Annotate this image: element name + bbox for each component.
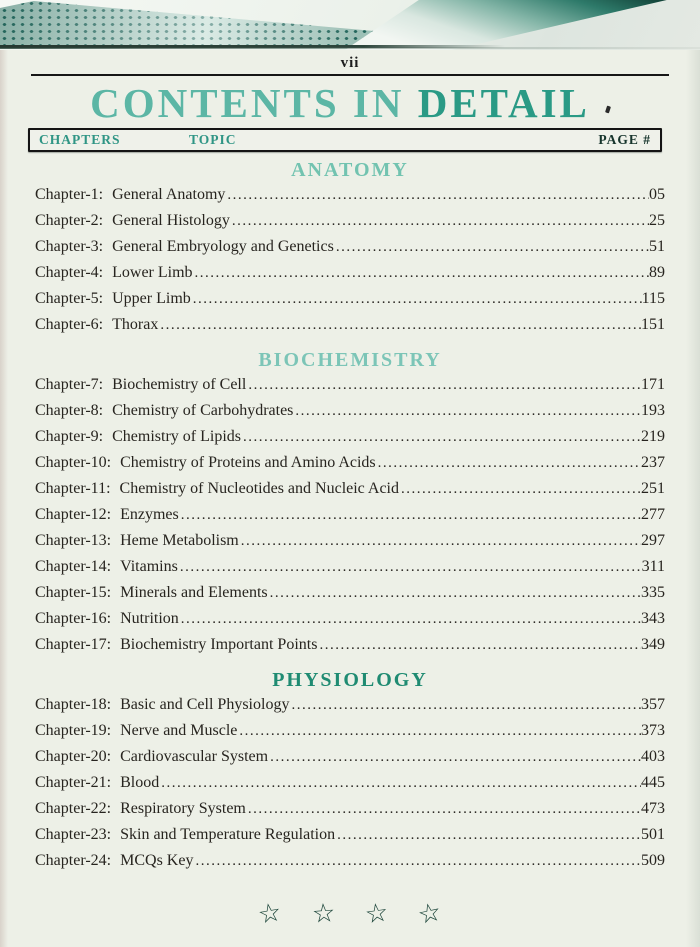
chapter-label: Chapter-23: bbox=[35, 826, 112, 843]
dot-leader bbox=[295, 402, 641, 420]
toc-body bbox=[0, 157, 700, 878]
dot-leader bbox=[181, 506, 641, 524]
topic-label: Chemistry of Carbohydrates bbox=[112, 402, 294, 419]
toc-entry bbox=[35, 376, 665, 402]
page-title-left: CONTENTS IN bbox=[90, 80, 405, 126]
topic-label: Respiratory System bbox=[120, 800, 246, 817]
topic-label: Biochemistry of Cell bbox=[112, 376, 247, 393]
star-icon: ☆ bbox=[363, 897, 391, 930]
toc-entry bbox=[35, 610, 665, 636]
toc-entry bbox=[35, 722, 665, 748]
page-number-value: 193 bbox=[641, 402, 665, 419]
dot-leader bbox=[181, 610, 641, 628]
toc-page bbox=[0, 54, 700, 931]
page-number-value: 335 bbox=[641, 584, 665, 601]
toc-entry bbox=[35, 800, 665, 826]
chapter-label: Chapter-9: bbox=[35, 428, 104, 445]
dot-leader bbox=[239, 722, 641, 740]
topic-label: Enzymes bbox=[120, 506, 179, 523]
page-number-value: 25 bbox=[649, 212, 665, 229]
chapter-label: Chapter-4: bbox=[35, 264, 104, 281]
star-icon: ☆ bbox=[255, 897, 284, 930]
column-page: PAGE # bbox=[598, 132, 651, 147]
divider-rule bbox=[31, 74, 669, 76]
dot-leader bbox=[160, 316, 641, 334]
topic-label: MCQs Key bbox=[120, 852, 194, 869]
section-heading: BIOCHEMISTRY bbox=[258, 349, 442, 371]
toc-entry bbox=[35, 454, 665, 480]
section-heading: ANATOMY bbox=[291, 159, 409, 181]
chapter-label: Chapter-2: bbox=[35, 212, 104, 229]
page-number-value: 237 bbox=[641, 454, 665, 471]
dot-leader bbox=[378, 454, 641, 472]
dot-leader bbox=[227, 186, 649, 204]
page-number-value: 343 bbox=[641, 610, 665, 627]
page-number-value: 89 bbox=[649, 264, 665, 281]
topic-label: Cardiovascular System bbox=[120, 748, 269, 765]
chapter-label: Chapter-16: bbox=[35, 610, 112, 627]
topic-label: Chemistry of Nucleotides and Nucleic Acid bbox=[119, 480, 399, 497]
topic-label: Nerve and Muscle bbox=[120, 722, 238, 739]
page-title bbox=[0, 80, 700, 126]
topic-label: General Histology bbox=[112, 212, 230, 229]
chapter-label: Chapter-21: bbox=[35, 774, 112, 791]
toc-entry bbox=[35, 748, 665, 774]
dot-leader bbox=[180, 558, 642, 576]
chapter-label: Chapter-11: bbox=[35, 480, 111, 497]
star-icon: ☆ bbox=[310, 898, 336, 929]
chapter-label: Chapter-10: bbox=[35, 454, 112, 471]
dot-leader bbox=[248, 376, 641, 394]
column-topic: TOPIC bbox=[189, 132, 237, 147]
dot-leader bbox=[195, 852, 641, 870]
chapter-label: Chapter-12: bbox=[35, 506, 112, 523]
dot-leader bbox=[241, 532, 641, 550]
topic-label: Blood bbox=[120, 774, 160, 791]
page-number-value: 297 bbox=[641, 532, 665, 549]
book-cover-strip bbox=[0, 0, 700, 50]
dot-leader bbox=[336, 238, 649, 256]
topic-label: Biochemistry Important Points bbox=[120, 636, 318, 653]
topic-label: Lower Limb bbox=[112, 264, 193, 281]
page-title-right: DETAIL bbox=[417, 80, 590, 126]
topic-label: Upper Limb bbox=[112, 290, 191, 307]
topic-label: Minerals and Elements bbox=[120, 584, 268, 601]
toc-entry bbox=[35, 186, 665, 212]
dot-leader bbox=[161, 774, 641, 792]
page-number-value: 501 bbox=[641, 826, 665, 843]
toc-entry bbox=[35, 774, 665, 800]
dot-leader bbox=[291, 696, 641, 714]
page-number-value: 357 bbox=[641, 696, 665, 713]
topic-label: Basic and Cell Physiology bbox=[120, 696, 290, 713]
topic-label: Vitamins bbox=[120, 558, 178, 575]
page-number-value: 445 bbox=[641, 774, 665, 791]
toc-entry bbox=[35, 696, 665, 722]
chapter-label: Chapter-20: bbox=[35, 748, 112, 765]
dot-leader bbox=[270, 584, 641, 602]
topic-label: Skin and Temperature Regulation bbox=[120, 826, 336, 843]
toc-entry bbox=[35, 402, 665, 428]
toc-entry bbox=[35, 480, 665, 506]
topic-label: Nutrition bbox=[120, 610, 179, 627]
page-number: vii bbox=[340, 55, 360, 71]
chapter-label: Chapter-14: bbox=[35, 558, 112, 575]
topic-label: Thorax bbox=[112, 316, 159, 333]
chapter-label: Chapter-13: bbox=[35, 532, 112, 549]
chapter-label: Chapter-6: bbox=[35, 316, 104, 333]
dot-leader bbox=[270, 748, 641, 766]
chapter-label: Chapter-5: bbox=[35, 290, 104, 307]
halftone-shading bbox=[0, 0, 374, 50]
toc-entry bbox=[35, 852, 665, 878]
chapter-label: Chapter-1: bbox=[35, 186, 104, 203]
chapter-label: Chapter-24: bbox=[35, 852, 112, 869]
toc-entry bbox=[35, 290, 665, 316]
dot-leader bbox=[195, 264, 649, 282]
column-header-bar bbox=[28, 128, 662, 152]
page-number-value: 349 bbox=[641, 636, 665, 653]
toc-entry bbox=[35, 532, 665, 558]
dot-leader bbox=[232, 212, 649, 230]
page-number-value: 311 bbox=[641, 558, 665, 575]
dot-leader bbox=[193, 290, 642, 308]
chapter-label: Chapter-8: bbox=[35, 402, 104, 419]
toc-entry bbox=[35, 238, 665, 264]
section-heading: PHYSIOLOGY bbox=[272, 669, 428, 691]
topic-label: General Anatomy bbox=[112, 186, 226, 203]
toc-entry bbox=[35, 316, 665, 342]
page-number-value: 251 bbox=[641, 480, 665, 497]
toc-entry bbox=[35, 428, 665, 454]
dot-leader bbox=[248, 800, 641, 818]
page-number-value: 509 bbox=[641, 852, 665, 869]
page-number-value: 151 bbox=[641, 316, 665, 333]
page-number-value: 171 bbox=[641, 376, 665, 393]
page-number-value: 115 bbox=[641, 290, 665, 307]
dot-leader bbox=[401, 480, 641, 498]
page-edge-shadow bbox=[0, 47, 700, 49]
topic-label: General Embryology and Genetics bbox=[112, 238, 334, 255]
toc-entry bbox=[35, 584, 665, 610]
toc-entry bbox=[35, 212, 665, 238]
dot-leader bbox=[319, 636, 641, 654]
toc-entry bbox=[35, 636, 665, 662]
topic-label: Chemistry of Proteins and Amino Acids bbox=[120, 454, 376, 471]
chapter-label: Chapter-7: bbox=[35, 376, 104, 393]
column-chapters: CHAPTERS bbox=[39, 132, 121, 147]
page-number-value: 05 bbox=[649, 186, 665, 203]
chapter-label: Chapter-15: bbox=[35, 584, 112, 601]
topic-label: Chemistry of Lipids bbox=[112, 428, 241, 445]
toc-entry bbox=[35, 558, 665, 584]
page-number-value: 373 bbox=[641, 722, 665, 739]
page-number-value: 277 bbox=[641, 506, 665, 523]
ink-speck bbox=[605, 106, 611, 114]
dot-leader bbox=[337, 826, 641, 844]
cover-wedge bbox=[330, 0, 700, 50]
chapter-label: Chapter-3: bbox=[35, 238, 104, 255]
chapter-label: Chapter-19: bbox=[35, 722, 112, 739]
page-number-value: 403 bbox=[641, 748, 665, 765]
toc-entry bbox=[35, 506, 665, 532]
chapter-label: Chapter-17: bbox=[35, 636, 112, 653]
page-number-value: 51 bbox=[649, 238, 665, 255]
page-number-value: 219 bbox=[641, 428, 665, 445]
dot-leader bbox=[243, 428, 641, 446]
toc-entry bbox=[35, 826, 665, 852]
footer-stars bbox=[0, 896, 700, 931]
chapter-label: Chapter-22: bbox=[35, 800, 112, 817]
chapter-label: Chapter-18: bbox=[35, 696, 112, 713]
page-number-value: 473 bbox=[641, 800, 665, 817]
toc-entry bbox=[35, 264, 665, 290]
topic-label: Heme Metabolism bbox=[120, 532, 239, 549]
star-icon: ☆ bbox=[415, 896, 445, 931]
